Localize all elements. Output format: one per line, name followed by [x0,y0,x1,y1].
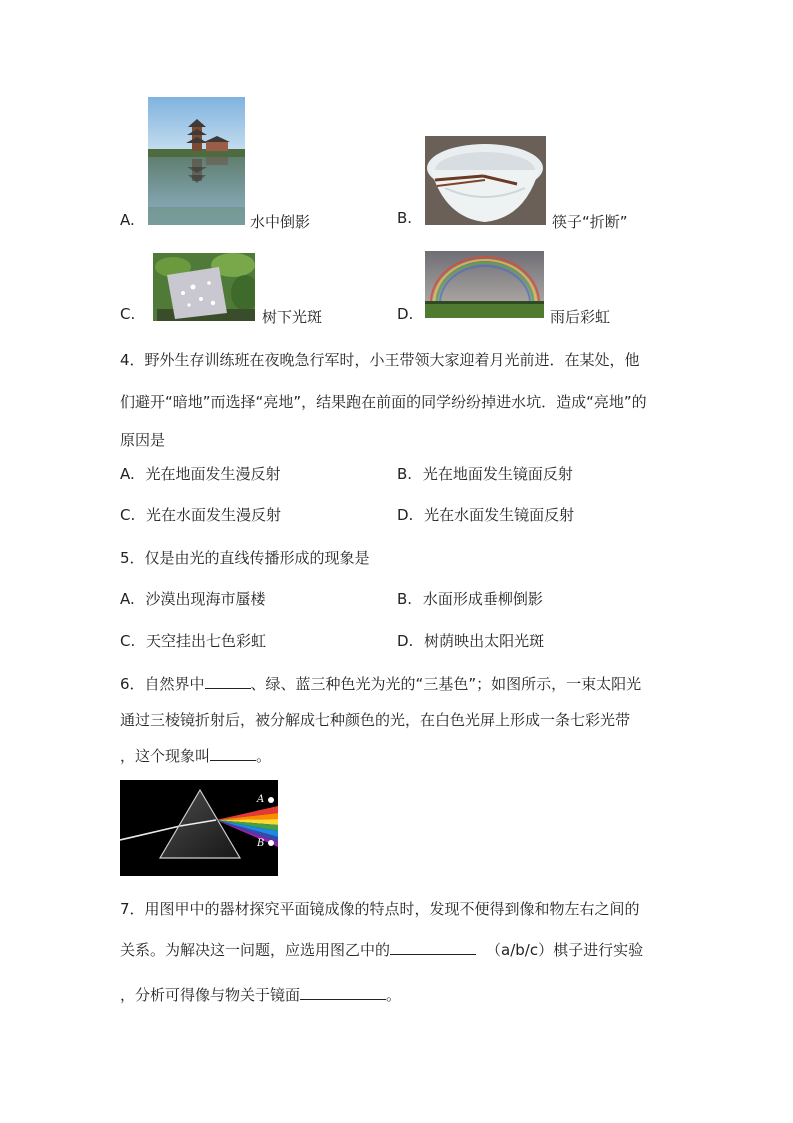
q5-option-a-letter: A. [120,590,135,608]
light-spots-under-tree-photo [153,253,255,321]
q7-line-1: 7．用图甲中的器材探究平面镜成像的特点时，发现不便得到像和物左右之间的 [120,900,640,918]
q6-line-1-start: 6．自然界中 [120,675,205,693]
q6-line-2: 通过三棱镜折射后，被分解成七种颜色的光，在白色光屏上形成一条七彩光带 [120,711,631,729]
q5-option-b-text: 水面形成垂柳倒影 [422,590,543,608]
rainbow-after-rain-photo [425,251,544,318]
q3-option-d-caption: 雨后彩虹 [550,308,611,326]
q7-answer-blank-2[interactable] [300,985,386,1000]
q4-option-b [397,463,573,484]
q5-option-b-letter: B. [397,590,413,608]
q5-option-d-text: 树荫映出太阳光斑 [424,632,545,650]
q5-option-a [120,588,266,609]
q3-option-d-letter: D. [397,305,414,323]
q6-line-3-end: 。 [256,747,272,765]
prism-label-a: A [257,794,265,805]
q6-line-1-end: 、绿、蓝三种色光为光的“三基色”；如图所示，一束太阳光 [250,675,642,693]
q6-line-3 [120,745,271,766]
q4-option-c-letter: C. [120,506,136,524]
q4-stem-line-2: 们避开“暗地”而选择“亮地”，结果跑在前面的同学纷纷掉进水坑．造成“亮地”的 [120,393,647,411]
q7-line-3-end: 。 [386,986,402,1004]
q7-line-2 [120,939,643,960]
q7-answer-blank-1[interactable] [390,940,476,955]
q5-option-d-letter: D. [397,632,414,650]
q7-line-3 [120,984,401,1005]
q3-option-b-caption: 筷子“折断” [552,213,628,231]
q5-option-c-letter: C. [120,632,136,650]
q5-option-b [397,588,543,609]
q4-option-c-text: 光在水面发生漫反射 [146,506,282,524]
q7-line-3-start: ，分析可得像与物关于镜面 [120,986,301,1004]
q4-option-c [120,504,281,525]
chopsticks-in-water-bowl-photo [425,136,546,225]
q4-option-d-text: 光在水面发生镜面反射 [424,506,575,524]
q3-option-c-caption: 树下光斑 [262,308,323,326]
q6-answer-blank-1[interactable] [205,674,251,689]
q6-line-1 [120,673,641,694]
q4-option-b-letter: B. [397,465,413,483]
q5-option-d [397,630,544,651]
q4-stem-line-1: 4．野外生存训练班在夜晚急行军时，小王带领大家迎着月光前进．在某处，他 [120,351,640,369]
q3-option-a-caption: 水中倒影 [250,213,311,231]
q7-line-2-end: （a/b/c）棋子进行实验 [486,941,644,959]
prism-dispersion-figure [120,780,278,876]
q6-line-3-start: ，这个现象叫 [120,747,211,765]
q4-option-d [397,504,574,525]
prism-point-b-marker [268,840,274,846]
q4-stem-line-3: 原因是 [120,431,166,449]
prism-point-a-marker [268,797,274,803]
q3-option-a-letter: A. [120,211,135,229]
q5-option-c-text: 天空挂出七色彩虹 [146,632,267,650]
q5-option-c [120,630,266,651]
pagoda-reflection-photo [148,97,245,225]
q6-answer-blank-2[interactable] [210,746,256,761]
q7-line-2-start: 关系。为解决这一问题，应选用图乙中的 [120,941,391,959]
q4-option-a-text: 光在地面发生漫反射 [145,465,281,483]
q4-option-b-text: 光在地面发生镜面反射 [422,465,573,483]
q4-option-a [120,463,281,484]
q3-option-c-letter: C. [120,305,136,323]
q3-option-b-letter: B. [397,209,413,227]
q4-option-a-letter: A. [120,465,135,483]
prism-label-b: B [257,838,265,849]
q4-option-d-letter: D. [397,506,414,524]
q5-option-a-text: 沙漠出现海市蜃楼 [145,590,266,608]
q5-stem: 5．仅是由光的直线传播形成的现象是 [120,549,370,567]
